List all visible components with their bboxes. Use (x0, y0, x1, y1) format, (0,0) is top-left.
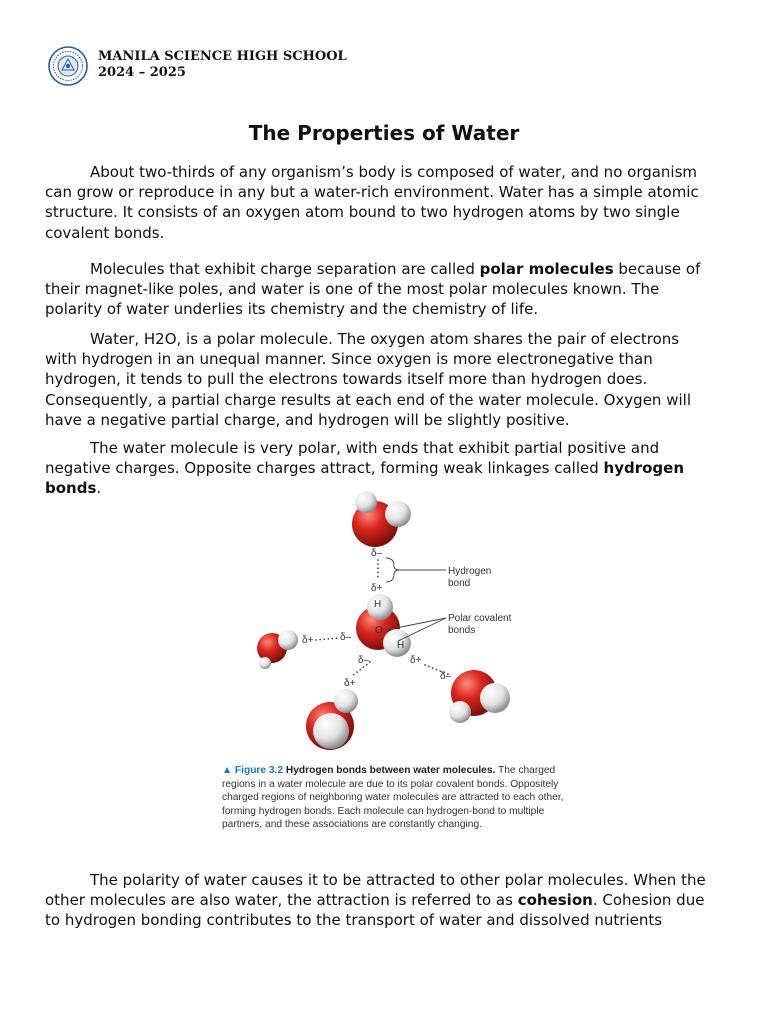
school-seal-icon (48, 46, 88, 86)
figure-label: ▲ Figure 3.2 (222, 765, 284, 776)
figure-hydrogen-bonds (220, 490, 580, 850)
paragraph-text: . Cohesion due to hydrogen bonding contributes to the transport of water and dissolved nutrients (45, 891, 705, 930)
paragraph-body (45, 162, 715, 243)
delta-plus-label: δ+ (302, 635, 314, 646)
paragraph-text: . (96, 479, 102, 498)
figure-caption (222, 764, 567, 832)
bonds-label: bonds (448, 625, 476, 636)
school-year: 2024 – 2025 (98, 64, 186, 80)
figure-caption-text: The charged regions in a water molecule are due to its polar covalent bonds. Oppositely charged regions of neighboring water molecules are attracted to each other, forming hydrogen bonds. Each molecule can hydrogen-bond to multiple partners, and these associations are constantly changing. (222, 765, 564, 831)
hydrogen-label: Hydrogen (448, 566, 492, 577)
figure-title: Hydrogen bonds between water molecules. (285, 765, 496, 776)
h-atom-label: H (374, 599, 382, 610)
paragraph-text: The polarity of water causes it to be attracted to other polar molecules. When the other molecules are also water, the attraction is referred to as (45, 871, 706, 910)
paragraph-body (45, 870, 715, 931)
polar-label: Polar covalent (448, 613, 512, 624)
delta-minus-label: δ– (440, 671, 452, 682)
delta-plus-label: δ+ (410, 655, 422, 666)
delta-plus-label: δ+ (371, 583, 383, 594)
paragraph-text: About two-thirds of any organism’s body is composed of water, and no organism can grow or reproduce in any but a water-rich environment. Water has a simple atomic structure. It consists of an oxygen atom bound to two hydrogen atoms by two single covalent bonds. (45, 163, 699, 242)
delta-minus-label: δ– (340, 632, 352, 643)
paragraph-text: The water molecule is very polar, with ends that exhibit partial positive and negative charges. Opposite charges attract, forming weak linkages called (45, 439, 660, 478)
paragraph-text: because of their magnet-like poles, and water is one of the most polar molecules known. The polarity of water underlies its chemistry and the chemistry of life. (45, 260, 701, 319)
school-name: MANILA SCIENCE HIGH SCHOOL (98, 49, 347, 64)
paragraph-text: Molecules that exhibit charge separation are called (90, 260, 480, 278)
o-atom-label: O (375, 625, 383, 636)
bond-label: bond (448, 578, 471, 589)
water-molecule-right (449, 670, 510, 723)
term-hydrogen-bonds: hydrogen bonds (45, 459, 685, 498)
delta-minus-label: δ– (358, 655, 370, 666)
paragraph-text: Water, H2O, is a polar molecule. The oxygen atom shares the pair of electrons with hydrogen in an unequal manner. Since oxygen is more electronegative than hydrogen, it tends to pull the electrons towards itself more than hydrogen does. Consequently, a partial charge results at each end of the water molecule. Oxygen will have a negative partial charge, and hydrogen will be slightly positive. (45, 330, 691, 429)
h-atom-label: H (397, 640, 405, 651)
water-molecule-top (352, 491, 411, 547)
delta-minus-label: δ– (371, 548, 383, 559)
page-title: The Properties of Water (248, 121, 520, 145)
delta-plus-label: δ+ (344, 678, 356, 689)
water-molecule-left (257, 630, 298, 669)
term-cohesion: cohesion (517, 891, 593, 910)
water-molecules-diagram (220, 490, 580, 750)
water-molecule-bottom-left (306, 689, 358, 750)
paragraph-body (45, 259, 715, 320)
term-polar-molecules: polar molecules (479, 260, 614, 278)
school-info (98, 49, 347, 80)
paragraph-body (45, 329, 715, 430)
